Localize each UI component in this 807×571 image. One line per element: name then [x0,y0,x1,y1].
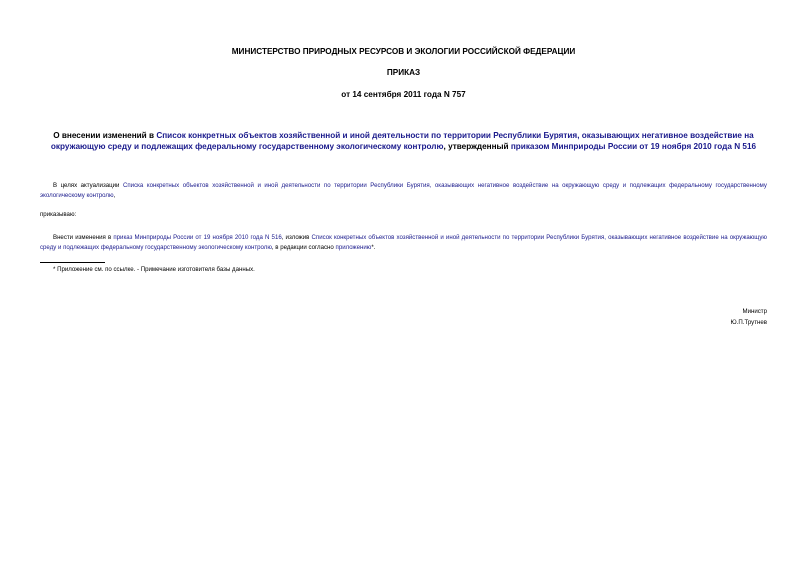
title-order-link[interactable]: приказом Минприроды России от 19 ноября 2010 года N 516 [510,142,757,151]
p3-order-link[interactable]: приказ Минприроды России от 19 ноября 2010 года N 516 [113,234,282,241]
p3-list-link[interactable]: Список конкретных объектов хозяйственной и иной деятельности по территории Республики Бурятия, оказывающих негативное воздействие на окружающую среду и подлежащих федеральному государственному экологическому контролю [40,234,767,251]
signature-position: Министр [742,308,767,315]
document-title [40,130,767,152]
document-page [40,0,767,571]
p1-list-link[interactable]: Списка конкретных объектов хозяйственной и иной деятельности по территории Республики Бурятия, оказывающих негативное воздействие на окружающую среду и подлежащих федеральному государственному экологическому контролю [40,182,767,199]
p1-suffix: , [113,192,116,199]
paragraph-changes [40,233,767,253]
document-type: ПРИКАЗ [386,68,421,77]
signature-name: Ю.П.Трутнев [730,319,767,326]
document-date-number: от 14 сентября 2011 года N 757 [341,90,466,99]
p3-mid1: , изложив [281,234,312,241]
paragraph-order: приказываю: [40,211,77,218]
title-middle: , утвержденный [443,142,511,151]
p3-prefix: Внести изменения в [53,234,114,241]
p1-prefix: В целях актуализации [53,182,123,189]
title-prefix: О внесении изменений в [53,131,157,140]
footnote: * Приложение см. по ссылке. - Примечание изготовителя базы данных. [53,266,255,273]
p3-mid2: , в редакции согласно [271,244,336,251]
ministry-name: МИНИСТЕРСТВО ПРИРОДНЫХ РЕСУРСОВ И ЭКОЛОГИИ РОССИЙСКОЙ ФЕДЕРАЦИИ [231,47,576,56]
paragraph-purpose [40,181,767,201]
p3-appendix-link[interactable]: приложению [335,244,372,251]
p3-suffix: *. [371,244,376,251]
footnote-divider [40,262,105,263]
title-list-link[interactable]: Список конкретных объектов хозяйственной и иной деятельности по территории Республики Бурятия, оказывающих негативное воздействие на окружающую среду и подлежащих федеральному государственному экологическому контролю [50,131,754,151]
